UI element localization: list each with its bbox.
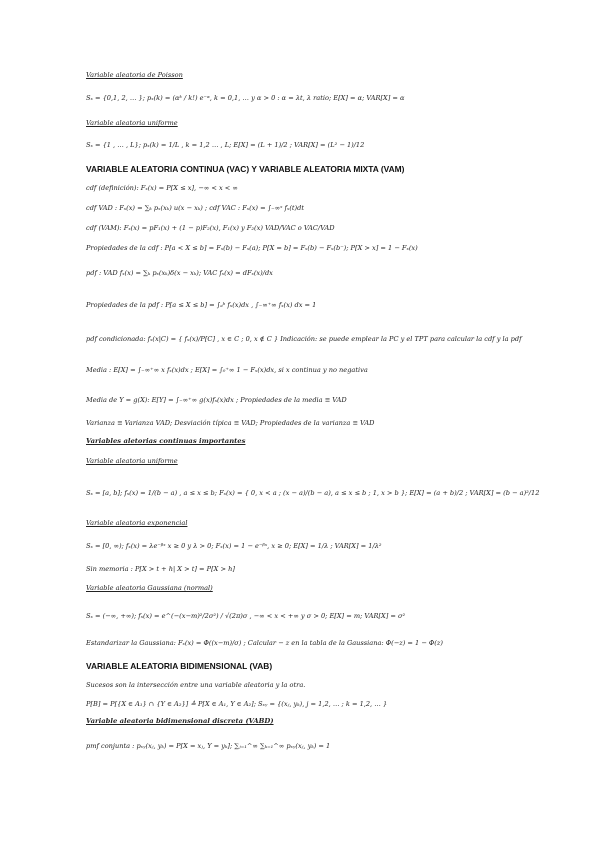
formula-uniform-continuous: Sₓ = [a, b]; fₓ(x) = 1/(b − a) , a ≤ x ≤ b; Fₓ(x) = { 0, x < a ; (x − a)/(b − a), a ≤ x ≤ b ; 1, x > b }; E[X] = (a + b)/2 ; VAR[X] = (b − a)²/12 — [86, 489, 540, 497]
formula-pdf-conditional: pdf condicionada: fₓ(x|C) = { fₓ(x)/P[C] , x ∈ C ; 0, x ∉ C } Indicación: se puede emplear la PC y el TPT para calcular la cdf y la pdf — [86, 335, 522, 343]
text-events: Sucesos son la intersección entre una variable aleatoria y la otra. — [86, 681, 306, 689]
formula-uniform-discrete: Sₓ = {1 , … , L}; pₓ(k) = 1/L , k = 1,2 … , L; E[X] = (L + 1)/2 ; VAR[X] = (L² − 1)/12 — [86, 141, 365, 149]
section-title-vac-vam: VARIABLE ALEATORIA CONTINUA (VAC) Y VARIABLE ALEATORIA MIXTA (VAM) — [86, 164, 405, 174]
formula-variance: Varianza ≡ Varianza VAD; Desviación típica ≡ VAD; Propiedades de la varianza ≡ VAD — [86, 419, 375, 427]
formula-gaussian: Sₓ = (−∞, +∞); fₓ(x) = e^(−(x−m)²/2σ²) / √(2π)σ , −∞ < x < +∞ y σ > 0; E[X] = m; VAR[X] = σ² — [86, 612, 406, 620]
formula-mean-function: Media de Y = g(X): E[Y] = ∫₋∞⁺∞ g(x)fₓ(x)dx ; Propiedades de la media ≡ VAD — [86, 396, 347, 404]
formula-exponential: Sₓ = [0, ∞); fₓ(x) = λe⁻ᵝˣ x ≥ 0 y λ > 0; Fₓ(x) = 1 − e⁻ᵝˣ, x ≥ 0; E[X] = 1/λ ; VAR[X] = 1/λ² — [86, 542, 382, 550]
formula-joint-pmf: pmf conjunta : pₓᵧ(xⱼ, yₖ) = P[X = xⱼ, Y = yₖ]; ∑ⱼ₌₁^∞ ∑ₖ₌₁^∞ pₓᵧ(xⱼ, yₖ) = 1 — [86, 742, 331, 750]
formula-pdf: pdf : VAD fₓ(x) = ∑ₖ pₓ(xₖ)δ(x − xₖ); VAC fₓ(x) = dFₓ(x)/dx — [86, 269, 273, 277]
formula-cdf-definition: cdf (definición): Fₓ(x) = P[X ≤ x], −∞ < x < ∞ — [86, 184, 238, 192]
heading-important-continuous: Variables aletorias continuas importantes — [86, 437, 246, 445]
heading-uniform-continuous: Variable aleatoria uniforme — [86, 457, 178, 465]
heading-exponential: Variable aleatoria exponencial — [86, 519, 188, 527]
heading-vabd: Variable aleatoria bidimensional discreta (VABD) — [86, 717, 274, 725]
formula-joint-event: P[B] = P[{X ∈ A₁} ∩ {Y ∈ A₂}] ≙ P[X ∈ A₁, Y ∈ A₂]; Sₓᵧ = {(xⱼ, yₖ), j = 1,2, … ; k = 1,2, … } — [86, 700, 388, 708]
formula-standardize: Estandarizar la Gaussiana: Fₓ(x) = Φ((x−m)/σ) ; Calcular − z en la tabla de la Gaussiana: Φ(−z) = 1 − Φ(z) — [86, 639, 443, 647]
formula-mean: Media : E[X] = ∫₋∞⁺∞ x fₓ(x)dx ; E[X] = ∫₀⁺∞ 1 − Fₓ(x)dx, si x continua y no negativa — [86, 366, 368, 374]
formula-memoryless: Sin memoria : P[X > t + h| X > t] = P[X > h] — [86, 565, 235, 573]
section-title-vab: VARIABLE ALEATORIA BIDIMENSIONAL (VAB) — [86, 661, 273, 671]
formula-poisson: Sₓ = {0,1, 2, … }; pₓ(k) = (αᵏ / k!) e⁻ᵅ, k = 0,1, … y α > 0 : α = λt, λ ratio; E[X] = α; VAR[X] = α — [86, 94, 405, 102]
formula-cdf-vam: cdf (VAM): Fₓ(x) = pF₁(x) + (1 − p)F₂(x), F₁(x) y F₂(x) VAD/VAC o VAC/VAD — [86, 224, 335, 232]
heading-poisson: Variable aleatoria de Poisson — [86, 71, 183, 79]
formula-cdf-vad-vac: cdf VAD : Fₓ(x) = ∑ₖ pₓ(xₖ) u(x − xₖ) ; cdf VAC : Fₓ(x) = ∫₋∞ˣ fₓ(t)dt — [86, 204, 304, 212]
heading-gaussian: Variable aleatoria Gaussiana (normal) — [86, 584, 213, 592]
formula-cdf-properties: Propiedades de la cdf : P[a < X ≤ b] = Fₓ(b) − Fₓ(a); P[X = b] = Fₓ(b) − Fₓ(b⁻); P[X > x] = 1 − Fₓ(x) — [86, 244, 418, 252]
formula-pdf-properties: Propiedades de la pdf : P[a ≤ X ≤ b] = ∫ₐᵇ fₓ(x)dx , ∫₋∞⁺∞ fₓ(x) dx = 1 — [86, 301, 317, 309]
heading-uniform-discrete: Variable aleatoria uniforme — [86, 119, 178, 127]
